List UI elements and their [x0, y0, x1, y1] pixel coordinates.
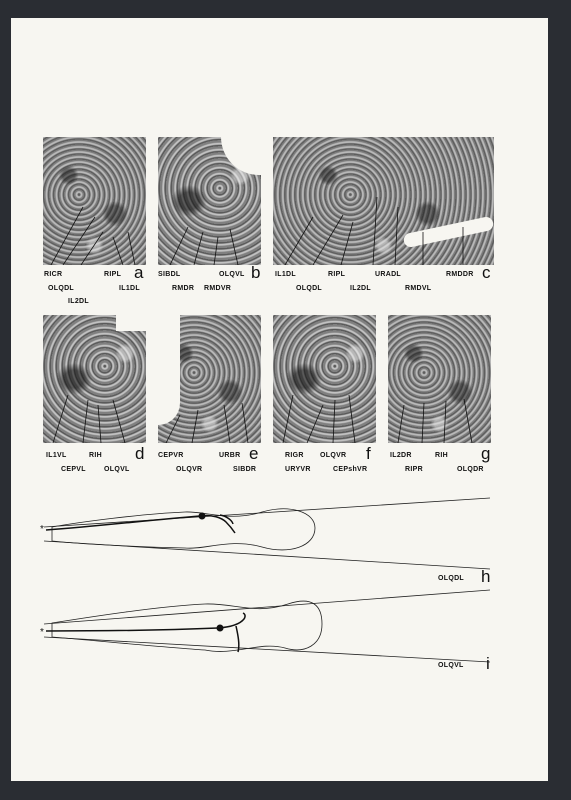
label-b-3: RMDVR: [204, 285, 232, 292]
panel-letter-e: e: [249, 444, 259, 463]
label-g-1: IL2DR: [390, 452, 412, 459]
label-g-3: RIH: [435, 452, 448, 459]
svg-text:*: *: [40, 524, 44, 535]
label-g-2: RIPR: [405, 466, 423, 473]
diagram-i-neuron-name: OLQVL: [438, 662, 464, 669]
label-d-2: CEPVL: [61, 466, 86, 473]
label-e-4: SIBDR: [233, 466, 257, 473]
label-f-3: OLQVR: [320, 452, 347, 459]
label-e-1: CEPVR: [158, 452, 184, 459]
label-f-4: CEPshVR: [333, 466, 368, 473]
panel-letter-i: i: [486, 654, 490, 673]
svg-text:*: *: [40, 627, 44, 638]
label-c-7: RMDDR: [446, 271, 474, 278]
label-e-3: URBR: [219, 452, 241, 459]
panel-letter-b: b: [251, 263, 261, 282]
panel-letter-h: h: [481, 567, 491, 586]
label-a-5: IL1DL: [119, 285, 140, 292]
label-c-4: IL2DL: [350, 285, 371, 292]
label-d-4: OLQVL: [104, 466, 130, 473]
label-a-2: OLQDL: [48, 285, 74, 292]
label-f-2: URYVR: [285, 466, 311, 473]
label-c-1: IL1DL: [275, 271, 296, 278]
label-e-2: OLQVR: [176, 466, 203, 473]
label-a-4: RIPL: [104, 271, 122, 278]
label-a-1: RICR: [44, 271, 63, 278]
label-a-3: IL2DL: [68, 298, 89, 305]
panel-letter-f: f: [366, 444, 371, 463]
label-c-5: URADL: [375, 271, 401, 278]
diagram-h-neuron-name: OLQDL: [438, 575, 464, 582]
label-d-3: RIH: [89, 452, 102, 459]
label-c-6: RMDVL: [405, 285, 432, 292]
label-c-2: OLQDL: [296, 285, 322, 292]
panel-letter-d: d: [135, 444, 145, 463]
label-g-4: OLQDR: [457, 466, 484, 473]
panel-letter-g: g: [481, 444, 491, 463]
panel-letter-c: c: [482, 263, 491, 282]
label-b-2: RMDR: [172, 285, 195, 292]
label-c-3: RIPL: [328, 271, 346, 278]
label-b-1: SIBDL: [158, 271, 181, 278]
label-d-1: IL1VL: [46, 452, 67, 459]
label-b-4: OLQVL: [219, 271, 245, 278]
panel-letter-a: a: [134, 263, 144, 282]
label-f-1: RIGR: [285, 452, 304, 459]
